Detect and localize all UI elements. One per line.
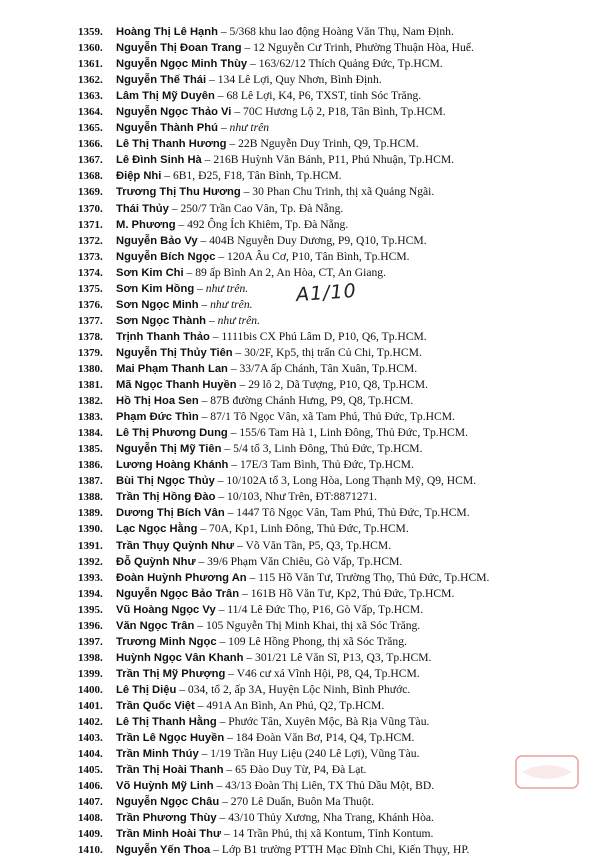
entry-separator: – — [197, 522, 210, 536]
entry-address: 33/7A ấp Chánh, Tân Xuân, Tp.HCM. — [239, 361, 418, 375]
entry-separator: – — [241, 41, 254, 55]
entry-address: 5/368 khu lao động Hoàng Văn Thụ, Nam Định. — [229, 25, 454, 38]
entry-address: 5/4 tổ 3, Linh Đông, Thủ Đức, Tp.HCM. — [233, 442, 423, 456]
entry-name: M. Phương — [116, 218, 176, 231]
entry-address: Lớp B1 trường PTTH Mạc Đĩnh Chi, Kiến Thụy, HP. — [221, 843, 470, 857]
entry-separator: – — [226, 137, 239, 151]
entry-separator: – — [216, 634, 229, 648]
entry-number: 1389. — [78, 507, 103, 520]
entry-number: 1400. — [78, 683, 103, 696]
entry-number: 1404. — [78, 748, 103, 761]
entry-number: 1397. — [78, 635, 103, 648]
entry-name: Lê Thị Diệu — [116, 683, 177, 696]
list-item — [78, 249, 588, 265]
entry-number: 1383. — [78, 411, 103, 424]
entry-name: Trần Thị Hồng Đào — [116, 491, 216, 504]
entry-number: 1378. — [78, 330, 103, 343]
entry-separator: – — [194, 618, 206, 632]
entry-name: Điệp Nhi — [116, 170, 162, 183]
entry-address: 105 Nguyễn Thị Minh Khai, thị xã Sóc Trăng. — [205, 618, 421, 632]
entry-separator: – — [198, 747, 211, 761]
list-item — [78, 329, 588, 345]
entry-address: V46 cư xá Vĩnh Hội, P8, Q4, Tp.HCM. — [236, 666, 420, 680]
list-item — [78, 794, 588, 810]
entry-separator: – — [183, 265, 196, 279]
list-item — [78, 762, 588, 778]
entry-separator: – — [194, 281, 206, 295]
entry-name: Nguyễn Ngọc Bảo Trân — [116, 587, 240, 600]
list-item — [78, 120, 588, 136]
entry-separator: – — [243, 650, 256, 664]
list-item — [78, 618, 588, 634]
entry-number: 1392. — [78, 555, 103, 568]
entry-name: Hồ Thị Hoa Sen — [116, 395, 199, 408]
entry-address: 68 Lê Lợi, K4, P6, TXST, tỉnh Sóc Trăng. — [226, 89, 422, 103]
entry-address: 30/2F, Kp5, thị trấn Củ Chi, Tp.HCM. — [244, 345, 422, 359]
entry-number: 1380. — [78, 362, 103, 375]
entry-separator: – — [240, 185, 253, 199]
entry-name: Văn Ngọc Trân — [116, 619, 195, 632]
list-item — [78, 682, 588, 698]
watermark-stamp-icon — [514, 752, 580, 792]
list-item — [78, 40, 588, 56]
entry-address: 10/102A tổ 3, Long Hòa, Long Thạnh Mỹ, Q9, HCM. — [226, 474, 477, 488]
list-item — [78, 217, 588, 233]
list-item — [78, 168, 588, 184]
entry-number: 1359. — [78, 26, 103, 38]
list-item — [78, 650, 588, 666]
entry-separator: – — [219, 795, 231, 809]
entry-name: Mai Phạm Thanh Lan — [116, 362, 228, 375]
list-item — [78, 393, 588, 409]
entry-name: Trần Lê Ngọc Huyền — [116, 732, 225, 745]
entry-address: 11/4 Lê Đức Thọ, P16, Gò Vấp, Tp.HCM. — [227, 602, 424, 616]
entry-separator: – — [227, 361, 240, 375]
entry-address: 70C Hương Lộ 2, P18, Tân Bình, Tp.HCM. — [243, 105, 446, 119]
list-item — [78, 233, 588, 249]
entry-number: 1395. — [78, 603, 103, 616]
entry-address: 87B đường Chánh Hưng, P9, Q8, Tp.HCM. — [210, 394, 414, 408]
list-item — [78, 778, 588, 794]
entry-name: Phạm Đức Thìn — [116, 411, 199, 424]
entry-number: 1360. — [78, 42, 103, 55]
address-list — [78, 24, 588, 858]
entry-separator: – — [198, 297, 211, 311]
entry-number: 1365. — [78, 122, 103, 135]
handwritten-annotation: A1/10 — [295, 279, 358, 307]
entry-number: 1367. — [78, 154, 103, 167]
list-item — [78, 586, 588, 602]
entry-number: 1398. — [78, 651, 103, 664]
entry-address: 120A Âu Cơ, P10, Tân Bình, Tp.HCM. — [227, 249, 410, 263]
entry-number: 1387. — [78, 475, 103, 488]
list-item — [78, 441, 588, 457]
entry-separator: – — [194, 698, 207, 712]
entry-separator: – — [198, 410, 211, 424]
entry-name: Lương Hoàng Khánh — [116, 459, 229, 472]
entry-number: 1363. — [78, 90, 103, 103]
list-item — [78, 698, 588, 714]
entry-address: 12 Nguyễn Cư Trinh, Phường Thuận Hòa, Huế. — [253, 41, 474, 55]
entry-name: Thái Thủy — [116, 202, 169, 215]
entry-address: 270 Lê Duẩn, Buôn Ma Thuột. — [230, 795, 374, 809]
entry-separator: – — [217, 121, 230, 135]
entry-separator: – — [213, 779, 226, 793]
entry-number: 1373. — [78, 250, 103, 263]
list-item — [78, 505, 588, 521]
entry-separator: – — [215, 490, 228, 504]
entry-address: 6B1, Đ25, F18, Tân Bình, Tp.HCM. — [172, 169, 342, 183]
entry-name: Nguyễn Thế Thái — [116, 74, 207, 87]
entry-separator: – — [232, 345, 245, 359]
entry-number: 1409. — [78, 828, 103, 841]
list-item — [78, 409, 588, 425]
list-item — [78, 345, 588, 361]
entry-number: 1368. — [78, 170, 103, 183]
entry-name: Lạc Ngọc Hằng — [116, 523, 198, 536]
entry-separator: – — [234, 538, 246, 552]
entry-address: 30 Phan Chu Trinh, thị xã Quảng Ngãi. — [252, 185, 435, 199]
entry-number: 1369. — [78, 186, 103, 199]
entry-separator: – — [231, 105, 244, 119]
entry-number: 1393. — [78, 571, 103, 584]
entry-address: 163/62/12 Thích Quảng Đức, Tp.HCM. — [258, 57, 443, 71]
entry-number: 1390. — [78, 523, 103, 536]
entry-separator: – — [216, 811, 229, 825]
list-item — [78, 377, 588, 393]
entry-number: 1382. — [78, 395, 103, 408]
entry-number: 1405. — [78, 764, 103, 777]
list-item — [78, 730, 588, 746]
entry-name: Nguyễn Thành Phú — [116, 122, 218, 135]
entry-separator: – — [246, 570, 259, 584]
entry-number: 1410. — [78, 844, 103, 857]
entry-name: Nguyễn Bích Ngọc — [116, 250, 216, 263]
list-item — [78, 714, 588, 730]
entry-name: Võ Huỳnh Mỹ Linh — [116, 780, 214, 793]
list-item — [78, 425, 588, 441]
entry-address: Phước Tân, Xuyên Mộc, Bà Rịa Vũng Tàu. — [228, 715, 430, 729]
entry-separator: – — [215, 602, 228, 616]
entry-number: 1408. — [78, 812, 103, 825]
entry-number: 1364. — [78, 106, 103, 119]
entry-separator: – — [228, 458, 240, 472]
entry-name: Đoàn Huỳnh Phương An — [116, 571, 247, 584]
entry-name: Sơn Ngọc Thành — [116, 314, 206, 327]
list-item — [78, 521, 588, 537]
list-item — [78, 489, 588, 505]
list-item — [78, 201, 588, 217]
entry-name: Nguyễn Thị Thủy Tiên — [116, 346, 233, 359]
entry-number: 1372. — [78, 234, 103, 247]
list-item — [78, 538, 588, 554]
entry-separator: – — [227, 426, 240, 440]
entry-address: 29 lô 2, Dã Tượng, P10, Q8, Tp.HCM. — [248, 378, 428, 392]
entry-name: Lâm Thị Mỹ Duyên — [116, 90, 215, 103]
entry-name: Nguyễn Thị Mỹ Tiên — [116, 443, 222, 456]
entry-name: Trương Minh Ngọc — [116, 635, 217, 648]
entry-number: 1375. — [78, 282, 103, 295]
entry-separator: – — [217, 25, 230, 38]
list-item — [78, 56, 588, 72]
list-item — [78, 666, 588, 682]
entry-address: 155/6 Tam Hà 1, Linh Đông, Thủ Đức, Tp.HCM. — [239, 426, 469, 440]
entry-address: 301/21 Lê Văn Sĩ, P13, Q3, Tp.HCM. — [255, 650, 432, 664]
entry-address: như trên. — [205, 281, 249, 295]
entry-address: 404B Nguyễn Duy Dương, P9, Q10, Tp.HCM. — [209, 233, 427, 247]
entry-number: 1396. — [78, 619, 103, 632]
entry-address: như trên. — [217, 313, 260, 327]
entry-address: 43/13 Đoàn Thị Liên, TX Thủ Dầu Một, BD. — [225, 779, 435, 793]
entry-address: 87/1 Tô Ngọc Vân, xã Tam Phú, Thủ Đức, Tp.HCM. — [210, 410, 455, 424]
list-item — [78, 361, 588, 377]
entry-name: Trần Thị Hoài Thanh — [116, 764, 224, 777]
list-item — [78, 570, 588, 586]
list-item — [78, 554, 588, 570]
entry-separator: – — [215, 249, 228, 263]
entry-number: 1403. — [78, 732, 103, 745]
entry-name: Nguyễn Thị Đoan Trang — [116, 42, 242, 55]
entry-name: Trần Minh Hoài Thư — [116, 828, 222, 841]
list-item — [78, 104, 588, 120]
entry-name: Nguyễn Ngọc Châu — [116, 796, 220, 809]
entry-number: 1366. — [78, 138, 103, 151]
entry-address: 134 Lê Lợi, Quy Nhơn, Bình Định. — [217, 73, 382, 87]
entry-address: 492 Ông Ích Khiêm, Tp. Đà Nẵng. — [187, 217, 349, 231]
entry-separator: – — [161, 169, 173, 183]
entry-separator: – — [247, 57, 259, 71]
list-item — [78, 842, 588, 858]
entry-name: Trần Quốc Việt — [116, 699, 195, 712]
entry-separator: – — [214, 474, 227, 488]
entry-separator: – — [209, 329, 222, 343]
entry-number: 1399. — [78, 667, 103, 680]
entry-address: 161B Hồ Văn Tư, Kp2, Thủ Đức, Tp.HCM. — [250, 586, 455, 600]
entry-name: Lê Thị Thanh Hương — [116, 138, 227, 151]
entry-number: 1401. — [78, 699, 103, 712]
entry-address: 115 Hồ Văn Tư, Trường Thọ, Thủ Đức, Tp.HCM. — [258, 570, 490, 584]
entry-separator: – — [221, 442, 234, 456]
entry-separator: – — [210, 843, 222, 857]
list-item — [78, 136, 588, 152]
list-item — [78, 24, 588, 40]
entry-separator: – — [198, 394, 211, 408]
entry-name: Trần Minh Thúy — [116, 748, 199, 761]
entry-number: 1402. — [78, 716, 103, 729]
list-item — [78, 810, 588, 826]
entry-separator: – — [221, 827, 233, 841]
entry-address: Võ Văn Tần, P5, Q3, Tp.HCM. — [245, 538, 392, 552]
entry-address: 70A, Kp1, Linh Đông, Thủ Đức, Tp.HCM. — [209, 522, 409, 536]
list-item — [78, 634, 588, 650]
entry-name: Lê Thị Thanh Hằng — [116, 716, 217, 729]
list-item — [78, 152, 588, 168]
entry-address: 17E/3 Tam Bình, Thủ Đức, Tp.HCM. — [239, 458, 414, 472]
entry-number: 1391. — [78, 539, 103, 552]
list-item — [78, 88, 588, 104]
entry-number: 1379. — [78, 346, 103, 359]
entry-name: Dương Thị Bích Vân — [116, 507, 225, 520]
entry-name: Trương Thị Thu Hương — [116, 186, 241, 199]
entry-number: 1406. — [78, 780, 103, 793]
list-item — [78, 72, 588, 88]
entry-name: Trần Phương Thùy — [116, 812, 217, 825]
entry-number: 1385. — [78, 443, 103, 456]
entry-name: Trịnh Thanh Thảo — [116, 330, 210, 343]
entry-name: Nguyễn Bảo Vy — [116, 234, 198, 247]
entry-address: 1447 Tô Ngọc Vân, Tam Phú, Thủ Đức, Tp.HCM. — [236, 506, 470, 520]
entry-address: 14 Trần Phú, thị xã Kontum, Tỉnh Kontum. — [232, 827, 434, 841]
entry-number: 1374. — [78, 266, 103, 279]
entry-name: Lê Thị Phương Dung — [116, 427, 228, 440]
entry-name: Nguyễn Yến Thoa — [116, 844, 211, 857]
entry-separator: – — [225, 666, 237, 680]
entry-address: 43/10 Thủy Xương, Nha Trang, Khánh Hòa. — [228, 811, 434, 825]
entry-address: 491A An Bình, An Phú, Q2, Tp.HCM. — [206, 698, 385, 712]
entry-address: 65 Đào Duy Từ, P4, Đà Lạt. — [235, 763, 367, 777]
entry-number: 1386. — [78, 459, 103, 472]
entry-name: Nguyễn Ngọc Minh Thùy — [116, 58, 248, 71]
entry-address: 1111bis CX Phú Lâm D, P10, Q6, Tp.HCM. — [221, 329, 427, 343]
entry-address: 22B Nguyễn Duy Trinh, Q9, Tp.HCM. — [238, 137, 419, 151]
entry-number: 1371. — [78, 218, 103, 231]
list-item — [78, 457, 588, 473]
entry-address: như trên — [229, 121, 270, 135]
entry-name: Sơn Ngọc Minh — [116, 298, 199, 311]
entry-name: Vũ Hoàng Ngọc Vy — [116, 603, 216, 616]
entry-separator: – — [224, 506, 237, 520]
entry-separator: – — [224, 731, 236, 745]
list-item — [78, 313, 588, 329]
entry-separator: – — [168, 201, 181, 215]
entry-separator: – — [206, 313, 218, 327]
entry-number: 1384. — [78, 427, 103, 440]
list-item — [78, 602, 588, 618]
entry-address: 109 Lê Hồng Phong, thị xã Sóc Trăng. — [228, 634, 407, 648]
entry-name: Sơn Kim Hồng — [116, 282, 195, 295]
entry-address: 250/7 Trần Cao Vân, Tp. Đà Nẵng. — [180, 201, 344, 215]
entry-number: 1376. — [78, 298, 103, 311]
entry-address: 89 ấp Bình An 2, An Hòa, CT, An Giang. — [195, 265, 386, 279]
entry-name: Sơn Kim Chi — [116, 266, 184, 279]
entry-number: 1362. — [78, 74, 103, 87]
list-item — [78, 746, 588, 762]
entry-number: 1394. — [78, 587, 103, 600]
entry-address: 1/19 Trần Huy Liệu (240 Lê Lợi), Vũng Tàu. — [210, 747, 420, 761]
entry-name: Lê Đình Sinh Hà — [116, 154, 202, 167]
entry-number: 1407. — [78, 796, 103, 809]
entry-number: 1377. — [78, 314, 103, 327]
entry-number: 1388. — [78, 491, 103, 504]
entry-name: Bùi Thị Ngọc Thủy — [116, 475, 215, 488]
entry-address: 216B Huỳnh Văn Bánh, P11, Phú Nhuận, Tp.HCM. — [213, 153, 455, 167]
entry-name: Hoàng Thị Lê Hạnh — [116, 26, 218, 38]
entry-separator: – — [176, 682, 188, 696]
entry-name: Đỗ Quỳnh Như — [116, 555, 196, 568]
entry-separator: – — [214, 89, 227, 103]
entry-name: Nguyễn Ngọc Thảo Vi — [116, 106, 232, 119]
list-item — [78, 184, 588, 200]
entry-name: Huỳnh Ngọc Vân Khanh — [116, 651, 244, 664]
entry-separator: – — [223, 763, 236, 777]
entry-address: 39/6 Phạm Văn Chiêu, Gò Vấp, Tp.HCM. — [207, 554, 403, 568]
entry-number: 1370. — [78, 202, 103, 215]
entry-address: như trên. — [210, 297, 253, 311]
entry-separator: – — [201, 153, 214, 167]
entry-number: 1361. — [78, 58, 103, 71]
entry-separator: – — [175, 217, 188, 231]
entry-separator: – — [197, 233, 210, 247]
entry-separator: – — [216, 715, 229, 729]
list-item — [78, 826, 588, 842]
list-item — [78, 265, 588, 281]
entry-separator: – — [206, 73, 218, 87]
entry-address: 10/103, Như Trên, ĐT:8871271. — [227, 490, 378, 504]
entry-name: Mã Ngọc Thanh Huyền — [116, 379, 237, 392]
entry-name: Trần Thụy Quỳnh Như — [116, 539, 235, 552]
entry-number: 1381. — [78, 379, 103, 392]
entry-separator: – — [195, 554, 208, 568]
entry-separator: – — [236, 378, 249, 392]
entry-address: 184 Đoàn Văn Bơ, P14, Q4, Tp.HCM. — [235, 731, 415, 745]
entry-address: 034, tổ 2, ấp 3A, Huyện Lộc Ninh, Bình Phước. — [187, 682, 411, 696]
entry-separator: – — [239, 586, 251, 600]
entry-name: Trần Thị Mỹ Phượng — [116, 667, 226, 680]
list-item — [78, 473, 588, 489]
